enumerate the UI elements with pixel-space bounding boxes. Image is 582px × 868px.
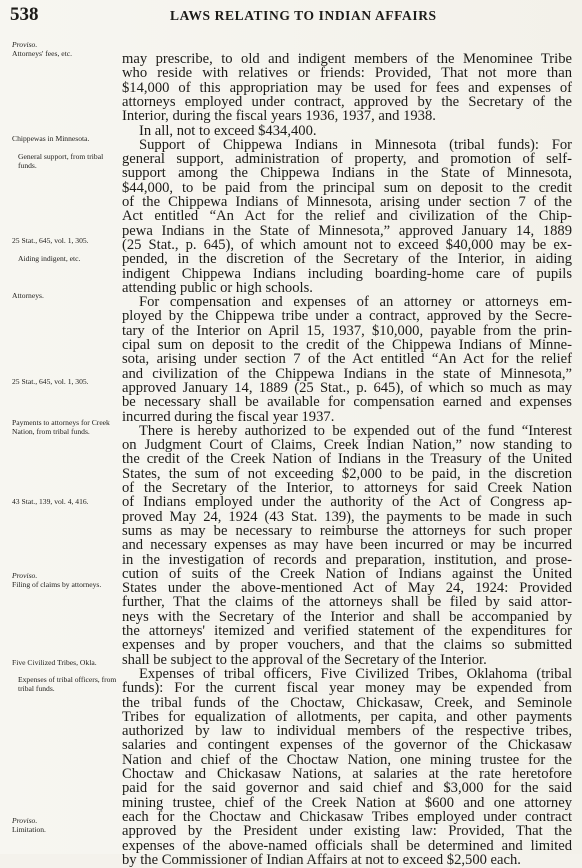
sidenote-text: General support, from tribal funds.	[18, 152, 104, 170]
text-line: may prescribe, to old and indigent members of the Menominee Tribe	[122, 52, 572, 67]
sidenote-text: Expenses of tribal officers, from tribal funds.	[18, 675, 117, 693]
text-line: Support of Chippewa Indians in Minnesota (tribal funds): For	[139, 137, 572, 153]
text-line: who reside with relatives or friends: Provided, That not more than	[122, 66, 572, 82]
text-line: the tribal funds of the Choctaw, Chickasaw, Creek, and Seminole	[122, 695, 572, 711]
text-line: paid for the said governor and said chief and $3,000 for the said	[122, 781, 572, 797]
text-line: neys with the Secretary of the Interior and shall be accompanied by	[122, 609, 572, 625]
text-line: of the Secretary of the Interior, to attorneys for said Creek Nation	[122, 481, 572, 496]
sidenote-text: Filing of claims by attorneys.	[12, 580, 102, 589]
text-line: general support, administration of property, and promotion of self-	[122, 152, 572, 168]
text-line: and necessary expenses as may have been incurred or may be incurred	[122, 538, 572, 554]
text-line: of Indians employed under the authority of the Act of Congress ap-	[122, 495, 572, 511]
text-line: and civilization of the Chippewa Indians in the state of Minnesota,”	[122, 366, 572, 382]
text-line: Act entitled “An Act for the relief and civilization of the Chip-	[122, 209, 572, 225]
text-line: ployed by the Chippewa tribe under a contract, approved by the Secre-	[122, 309, 572, 325]
text-line: salaries and contingent expenses of the governor of the Chickasaw	[122, 738, 572, 754]
sidenote-text: Aiding indigent, etc.	[18, 254, 81, 263]
sidenote-text: Attorneys.	[12, 291, 44, 300]
sidenote-proviso: Proviso.	[12, 40, 38, 49]
text-line: the credit of the Creek Nation of Indians in the Treasury of the United	[122, 452, 572, 468]
sidenote-text: Chippewas in Minnesota.	[12, 134, 90, 143]
text-line: in the investigation of records and preparation, institution, and prose-	[122, 552, 572, 568]
sidenote-text: 25 Stat., 645, vol. 1, 305.	[12, 236, 89, 245]
text-line: further, That the claims of the attorneys shall be filed by said attor-	[122, 595, 572, 611]
sidenote-stat-ref-2	[12, 377, 122, 386]
text-line: indigent Chippewa Indians including boarding-home care of pupils	[122, 266, 572, 282]
text-line: $44,000, to be paid from the principal sum on deposit to the credit	[122, 180, 572, 196]
text-line: There is hereby authorized to be expended out of the fund “Interest	[139, 423, 572, 439]
text-line: (25 Stat., p. 645), of which amount not to exceed $40,000 may be ex-	[122, 237, 572, 253]
page-number: 538	[10, 4, 39, 25]
sidenote-stat-ref-3	[12, 497, 122, 506]
text-line: incurred during the fiscal year 1937.	[122, 409, 335, 425]
text-line: expenses of the above-named officials shall be determined and limited	[122, 838, 572, 854]
text-line: mining trustee, chief of the Creek Nation at $600 and one attorney	[122, 795, 572, 811]
sidenote-text: Limitation.	[12, 825, 46, 834]
sidenote-tribal-officers	[12, 675, 122, 693]
text-line: States, the sum of not exceeding $2,000 to be paid, in the discretion	[122, 466, 572, 482]
page-header	[10, 4, 572, 30]
text-line: Expenses of tribal officers, Five Civilized Tribes, Oklahoma (tribal	[139, 666, 572, 682]
text-line: by the Commissioner of Indian Affairs at not to exceed $2,500 each.	[122, 852, 521, 868]
sidenote-stat-ref-1	[12, 236, 122, 245]
text-line: approved January 14, 1889 (25 Stat., p. 645), of which so much as may	[122, 380, 572, 396]
sidenote-five-tribes	[12, 658, 122, 667]
text-line: funds): For the current fiscal year money may be expended from	[122, 681, 572, 697]
sidenote-text: 43 Stat., 139, vol. 4, 416.	[12, 497, 89, 506]
running-head: LAWS RELATING TO INDIAN AFFAIRS	[170, 8, 437, 23]
sidenote-text: Payments to attorneys for Creek Nation, from tribal funds.	[12, 418, 110, 436]
sidenote-text: Five Civilized Tribes, Okla.	[12, 658, 97, 667]
text-line: pended, in the discretion of the Secretary of the Interior, in aiding	[122, 252, 572, 268]
text-line: cipal sum on deposit to the credit of the Chippewa Indians of Minne-	[122, 338, 572, 353]
text-line: Tribes for equalization of allotments, per capita, and other payments	[122, 709, 572, 725]
text-line: Interior, during the fiscal years 1936, 1937, and 1938.	[122, 109, 436, 125]
text-line: be necessary shall be available for compensation earned and expenses	[122, 395, 572, 411]
sidenote-general-support	[12, 152, 122, 170]
text-line: approved by the President under existing law: Provided, That the	[122, 824, 572, 840]
text-line: sums as may be necessary to reimburse the attorneys for such proper	[122, 523, 572, 539]
text-line: the attorneys' itemized and verified statement of the expenditures for	[122, 624, 572, 639]
text-line: Nation and chief of the Choctaw Nation, one mining trustee for the	[122, 752, 572, 768]
text-line: sota, arising under section 7 of the Act entitled “An Act for the relief	[122, 352, 572, 368]
sidenote-attorneys	[12, 291, 122, 300]
text-line: support among the Chippewa Indians in the State of Minnesota,	[122, 166, 572, 182]
sidenote-filing-claims	[12, 571, 122, 589]
text-line: attending public or high schools.	[122, 280, 313, 296]
text-line: proved May 24, 1924 (43 Stat. 139), the payments to be made in such	[122, 509, 572, 525]
sidenote-proviso: Proviso.	[12, 816, 38, 825]
sidenote-attorneys-fees	[12, 40, 122, 58]
text-line: cution of suits of the Creek Nation of Indians against the United	[122, 566, 572, 582]
sidenote-text: Attorneys' fees, etc.	[12, 49, 72, 58]
text-line: For compensation and expenses of an attorney or attorneys em-	[139, 295, 572, 311]
sidenote-chippewas	[12, 134, 122, 143]
sidenote-payments-creek	[12, 418, 122, 436]
text-line: pewa Indians in the State of Minnesota,” approved January 14, 1889	[122, 223, 572, 239]
text-line: tary of the Interior on April 15, 1937, $10,000, payable from the prin-	[122, 323, 572, 339]
text-line: shall be subject to the approval of the Secretary of the Interior.	[122, 652, 487, 668]
text-line: of the Chippewa Indians of Minnesota, arising under section 7 of the	[122, 195, 572, 210]
sidenote-proviso: Proviso.	[12, 571, 38, 580]
text-line: expenses and by proper vouchers, and that the claims so submitted	[122, 638, 572, 654]
text-line: $14,000 of this appropriation may be used for fees and expenses of	[122, 80, 572, 96]
text-line: on Judgment Court of Claims, Creek Indian Nation,” now standing to	[122, 438, 572, 454]
text-line: each for the Choctaw and Chickasaw Tribes employed under contract	[122, 809, 572, 825]
sidenote-text: 25 Stat., 645, vol. 1, 305.	[12, 377, 89, 386]
text-line: authorized by law to individual members of the respective tribes,	[122, 724, 572, 740]
text-line: States under the above-mentioned Act of May 24, 1924: Provided	[122, 581, 572, 597]
text-line: Choctaw and Chickasaw Nations, at salaries at the rate heretofore	[122, 767, 572, 782]
sidenote-limitation	[12, 816, 122, 834]
text-line: attorneys employed under contract, approved by the Secretary of the	[122, 94, 572, 110]
text-line: In all, not to exceed $434,400.	[139, 123, 317, 139]
sidenote-aiding-indigent	[12, 254, 122, 263]
